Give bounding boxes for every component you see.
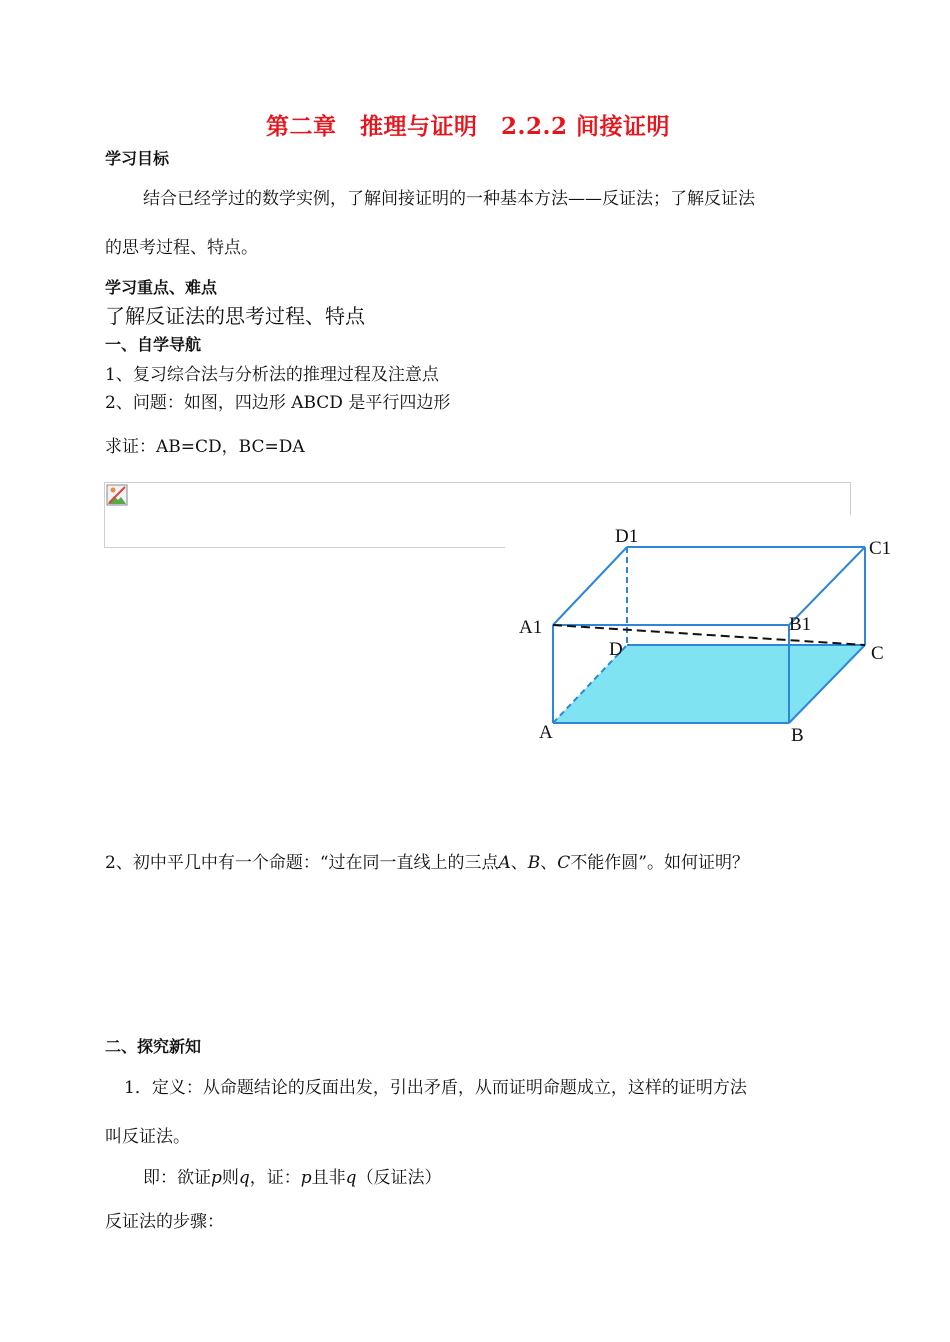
label-b1: B1 <box>789 614 812 635</box>
label-a1: A1 <box>519 617 543 638</box>
keypoints-heading: 学习重点、难点 <box>105 278 218 297</box>
goals-line-1: 结合已经学过的数学实例，了解间接证明的一种基本方法——反证法；了解反证法 <box>143 189 755 209</box>
form-p-2: p <box>300 1168 312 1188</box>
box-figure <box>505 515 905 755</box>
label-b: B <box>791 725 804 746</box>
question-2-pre: 2、初中平几中有一个命题：“过在同一直线上的三点 <box>105 853 499 873</box>
form-pre: 即：欲证 <box>143 1168 211 1188</box>
form-post: （反证法） <box>356 1168 442 1188</box>
definition-line-1: 1．定义：从命题结论的反面出发，引出矛盾，从而证明命题成立，这样的证明方法 <box>124 1078 747 1098</box>
point-c: C <box>557 853 571 873</box>
form-mid-2: ，证： <box>249 1168 301 1188</box>
form-q-1: q <box>238 1168 250 1188</box>
label-d1: D1 <box>615 526 639 547</box>
form-mid-3: 且非 <box>311 1168 346 1188</box>
label-d: D <box>609 639 623 660</box>
keypoints-text: 了解反证法的思考过程、特点 <box>105 304 365 328</box>
section2-heading: 二、探究新知 <box>105 1037 202 1056</box>
form-p-1: p <box>211 1168 222 1188</box>
edge-a1-d1 <box>553 547 627 625</box>
question-2-sep-1: 、 <box>510 853 528 873</box>
diagonal-a1-c <box>553 625 865 645</box>
definition-line-2: 叫反证法。 <box>105 1127 190 1147</box>
form-q-2: q <box>345 1168 357 1188</box>
broken-image-icon <box>106 484 128 506</box>
question-2-post: 不能作圆”。如何证明？ <box>570 853 750 873</box>
section1-item-2: 2、问题：如图，四边形 ABCD 是平行四边形 <box>105 393 451 413</box>
prove-statement: 求证：AB=CD，BC=DA <box>105 437 305 457</box>
section1-heading: 一、自学导航 <box>105 335 202 354</box>
form-mid-1: 则 <box>221 1168 239 1188</box>
point-a: A <box>498 853 511 873</box>
formal-statement <box>143 1163 442 1188</box>
label-a: A <box>539 722 553 743</box>
question-2-sep-2: 、 <box>540 853 558 873</box>
steps-heading: 反证法的步骤： <box>105 1212 224 1232</box>
bottom-face <box>553 645 865 723</box>
question-2 <box>105 848 749 873</box>
label-c1: C1 <box>869 538 892 559</box>
point-b: B <box>527 853 541 873</box>
goals-heading: 学习目标 <box>105 149 170 168</box>
page-title: 第二章 推理与证明 2.2.2 间接证明 <box>266 113 671 140</box>
goals-line-2: 的思考过程、特点。 <box>105 238 258 258</box>
label-c: C <box>871 643 884 664</box>
section1-item-1: 1、复习综合法与分析法的推理过程及注意点 <box>105 365 439 385</box>
